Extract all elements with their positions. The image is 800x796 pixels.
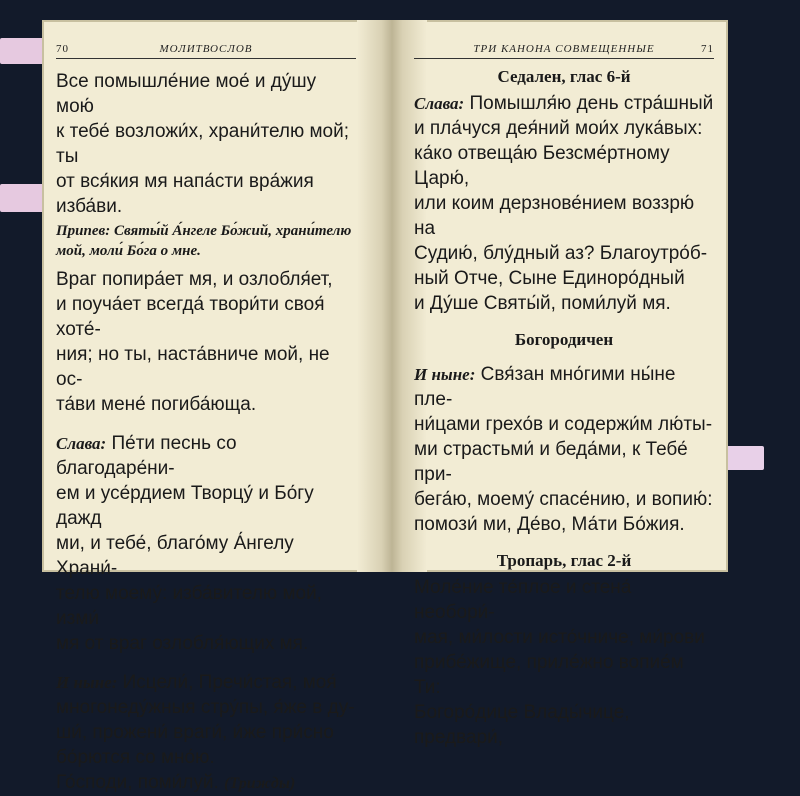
text-line: или коим дерзнове́нием воззрю́ на [414, 193, 695, 239]
text-line: ни́цами грехо́в и содержи́м лю́ты- [414, 414, 713, 435]
slava-label: Слава: [56, 434, 107, 453]
text-line: к тебе́ возложи́х, храни́телю мой; ты [56, 121, 350, 167]
rubric: (Трижды) [224, 775, 296, 792]
book-spread [42, 20, 728, 793]
paragraph [56, 431, 356, 656]
i-nyne-label: И ныне: [414, 365, 476, 384]
running-header [56, 42, 356, 59]
refrain [56, 221, 356, 261]
text-line: ми страстьми́ и беда́ми, к Тебе́ при- [414, 439, 688, 485]
text-line: мя от враг озлобля́ющих мя. [56, 633, 309, 654]
text-line: и пла́чуся дея́ний мои́х лука́вых: [414, 118, 703, 139]
page-number: 71 [701, 43, 714, 55]
text-line: Богоро́дице Влады́чице, предвари́, [414, 702, 630, 748]
text-line: Все помышле́ние мое́ и ду́шу мою́ [56, 71, 317, 117]
text-line: ми, и тебе́, благо́му А́нгелу Храни́- [56, 533, 294, 579]
paragraph [414, 575, 714, 750]
text-line: Моле́ние те́плое и стена́ необори́- [414, 577, 632, 623]
text-line: ный Отче, Сыне Единоро́дный [414, 268, 685, 289]
refrain-line: Припев: Святы́й А́нгеле Бо́жий, храни́телю [56, 223, 352, 239]
section-heading: Тропарь, глас 2-й [496, 551, 632, 570]
page-number: 70 [56, 43, 69, 55]
slava-label: Слава: [414, 94, 465, 113]
text-line: Свя́зан мно́гими ны́не пле- [414, 364, 676, 410]
text-line: Го́споди, поми́луй. [56, 772, 219, 793]
bookmark-ribbon [0, 38, 46, 64]
text-line: Исцели́, Пречи́стая, моя́ [122, 672, 337, 693]
text-line: Пе́ти песнь со благодаре́ни- [56, 433, 237, 479]
text-line: Судию́, блу́дный аз? Благоутро́б- [414, 243, 708, 264]
text-line: Помышля́ю день стра́шный [469, 93, 714, 114]
text-line: бо́рются со мно́ю. [56, 747, 215, 768]
bookmark-ribbon [724, 446, 764, 470]
text-line: ши́, прожени́ враги́, и́же при́сно [56, 722, 334, 743]
text-line: прибе́жище, приле́жно вопие́м Ти: [414, 652, 684, 698]
section-heading: Богородичен [514, 330, 614, 349]
text-line: телю моему́: изба́вителю мой, изми́ [56, 583, 322, 629]
refrain-line: мой, моли́ Бо́га о мне. [56, 243, 201, 259]
text-line: ем и усе́рдием Творцу́ и Бо́гу дажд [56, 483, 314, 529]
text-line: многонеду́жныя стру́пы, я́же в ду- [56, 697, 355, 718]
text-line: та́ви мене́ погиба́юща. [56, 394, 257, 415]
section-heading: Седален, глас 6-й [497, 67, 631, 86]
text-line: от вся́кия мя напа́сти вра́жия изба́ви. [56, 171, 314, 217]
running-head-title: ТРИ КАНОНА СОВМЕЩЕННЫЕ [473, 43, 655, 55]
text-line: Враг попира́ет мя, и озлобля́ет, [56, 269, 333, 290]
text-line: мая, ми́лости исто́чниче, ми́рови [414, 627, 705, 648]
text-line: и поуча́ет всегда́ твори́ти своя́ хоте́- [56, 294, 325, 340]
text-line: бега́ю, моему́ спасе́нию, и вопию́: [414, 489, 713, 510]
bookmark-ribbon [0, 184, 46, 212]
right-page [414, 42, 714, 750]
text-line: ка́ко отвеща́ю Безсме́ртному Царю́, [414, 143, 670, 189]
paragraph [414, 91, 714, 316]
text-line: и Ду́ше Святы́й, поми́луй мя. [414, 293, 671, 314]
text-line: ния; но ты, наста́вниче мой, не ос- [56, 344, 330, 390]
running-head-title: МОЛИТВОСЛОВ [159, 43, 253, 55]
running-header [414, 42, 714, 59]
left-page [56, 42, 356, 796]
paragraph [56, 670, 356, 796]
text-line: помози́ ми, Де́во, Ма́ти Бо́жия. [414, 514, 685, 535]
paragraph [56, 267, 356, 417]
i-nyne-label: И ныне: [56, 673, 118, 692]
paragraph [414, 362, 714, 537]
paragraph [56, 69, 356, 219]
